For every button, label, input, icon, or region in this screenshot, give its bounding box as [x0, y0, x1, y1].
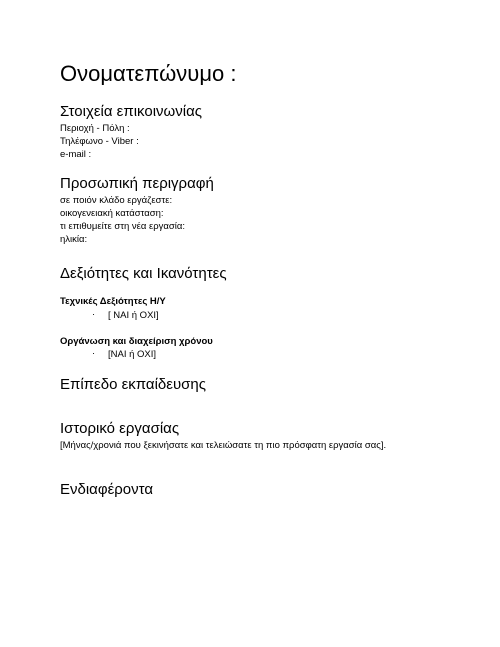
bullet-dot: · — [92, 309, 96, 320]
skills-heading: Δεξιότητες και Ικανότητες — [60, 265, 227, 282]
skills-time-title: Οργάνωση και διαχείριση χρόνου — [60, 336, 213, 347]
name-title: Ονοματεπώνυμο : — [60, 61, 237, 86]
profile-heading: Προσωπική περιγραφή — [60, 175, 214, 192]
contact-heading: Στοιχεία επικοινωνίας — [60, 103, 202, 120]
skills-tech-title: Τεχνικές Δεξιότητες Η/Υ — [60, 296, 166, 307]
work-history-heading: Ιστορικό εργασίας — [60, 420, 180, 437]
contact-email-line: e-mail : — [60, 149, 92, 160]
contact-phone-line: Τηλέφωνο - Viber : — [60, 136, 139, 147]
work-history-note: [Μήνας/χρονιά που ξεκινήσατε και τελειώσατε τη πιο πρόσφατη εργασία σας]. — [60, 440, 387, 451]
contact-area-line: Περιοχή - Πόλη : — [60, 123, 130, 134]
profile-family-line: οικογενειακή κατάσταση: — [60, 208, 164, 219]
education-heading: Επίπεδο εκπαίδευσης — [60, 376, 206, 393]
profile-age-line: ηλικία: — [60, 234, 88, 245]
skills-tech-item: [ ΝΑΙ ή ΟΧΙ] — [108, 310, 159, 321]
interests-heading: Ενδιαφέροντα — [60, 481, 154, 498]
bullet-dot: · — [92, 348, 96, 359]
profile-sector-line: σε ποιόν κλάδο εργάζεστε: — [60, 195, 173, 206]
skills-time-item: [ΝΑΙ ή ΟΧΙ] — [108, 349, 157, 360]
profile-wish-line: τι επιθυμείτε στη νέα εργασία: — [60, 221, 185, 232]
